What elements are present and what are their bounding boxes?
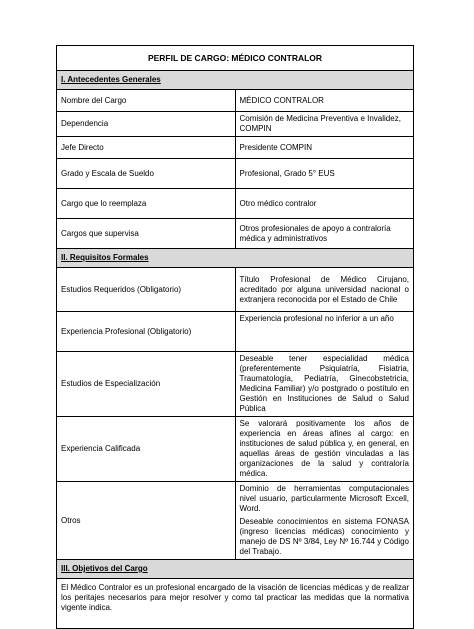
objetivos-text: El Médico Contralor es un profesional encargado de la visación de licencias médicas y de realizar los peritajes necesarios para mejor resolver y como tal practicar las medidas que la normativa vigente indica. <box>57 579 414 629</box>
table-row <box>57 417 414 482</box>
table-row <box>57 90 414 112</box>
row-value: Experiencia profesional no inferior a un año <box>235 312 414 352</box>
row-label: Otros <box>57 482 236 560</box>
row-value: MÉDICO CONTRALOR <box>235 90 414 112</box>
row-label: Cargo que lo reemplaza <box>57 189 236 219</box>
otros-paragraph: Dominio de herramientas computacionales nivel usuario, particularmente Microsoft Excell, Word. <box>239 484 409 513</box>
table-row <box>57 137 414 159</box>
row-label: Dependencia <box>57 112 236 137</box>
table-row <box>57 482 414 560</box>
table-row <box>57 352 414 417</box>
table-row <box>57 189 414 219</box>
row-label: Experiencia Profesional (Obligatorio) <box>57 312 236 352</box>
table-row <box>57 219 414 249</box>
document-title: PERFIL DE CARGO: MÉDICO CONTRALOR <box>57 46 414 71</box>
row-label: Grado y Escala de Sueldo <box>57 159 236 189</box>
section-requisitos-header: II. Requisitos Formales <box>57 249 414 268</box>
row-value: Presidente COMPIN <box>235 137 414 159</box>
row-value: Profesional, Grado 5° EUS <box>235 159 414 189</box>
document <box>56 45 414 629</box>
row-label: Nombre del Cargo <box>57 90 236 112</box>
otros-paragraph: Deseable conocimientos en sistema FONASA (ingreso licencias médicas) conocimiento y manejo de DS Nº 3/84, Ley Nº 16.744 y Código del Trabajo. <box>239 517 409 556</box>
row-value <box>235 482 414 560</box>
row-value: Título Profesional de Médico Cirujano, acreditado por alguna universidad nacional o extranjera reconocida por el Estado de Chile <box>235 268 414 312</box>
row-value: Deseable tener especialidad médica (preferentemente Psiquiatría, Fisiatria, Traumatología, Pediatría, Ginecobstetricia, Medicina Familiar) y/o postgrado o postítulo en Gestión en Instituciones de Salud o Salud Pública <box>235 352 414 417</box>
row-label: Experiencia Calificada <box>57 417 236 482</box>
row-label: Cargos que supervisa <box>57 219 236 249</box>
section-objetivos-header: III. Objetivos del Cargo <box>57 560 414 579</box>
row-value: Se valorará positivamente los años de experiencia en áreas afines al cargo: en instituciones de salud pública y, en general, en aquellas áreas de gestión vinculadas a las organizaciones de la salud y contraloría médica. <box>235 417 414 482</box>
row-value: Otros profesionales de apoyo a contraloría médica y administrativos <box>235 219 414 249</box>
row-label: Estudios Requeridos (Obligatorio) <box>57 268 236 312</box>
table-row <box>57 159 414 189</box>
section-antecedentes-header: I. Antecedentes Generales <box>57 71 414 90</box>
profile-table <box>56 45 414 629</box>
row-label: Estudios de Especialización <box>57 352 236 417</box>
row-value: Comisión de Medicina Preventiva e Invalidez, COMPIN <box>235 112 414 137</box>
table-row <box>57 268 414 312</box>
row-label: Jefe Directo <box>57 137 236 159</box>
table-row <box>57 112 414 137</box>
table-row <box>57 312 414 352</box>
row-value: Otro médico contralor <box>235 189 414 219</box>
